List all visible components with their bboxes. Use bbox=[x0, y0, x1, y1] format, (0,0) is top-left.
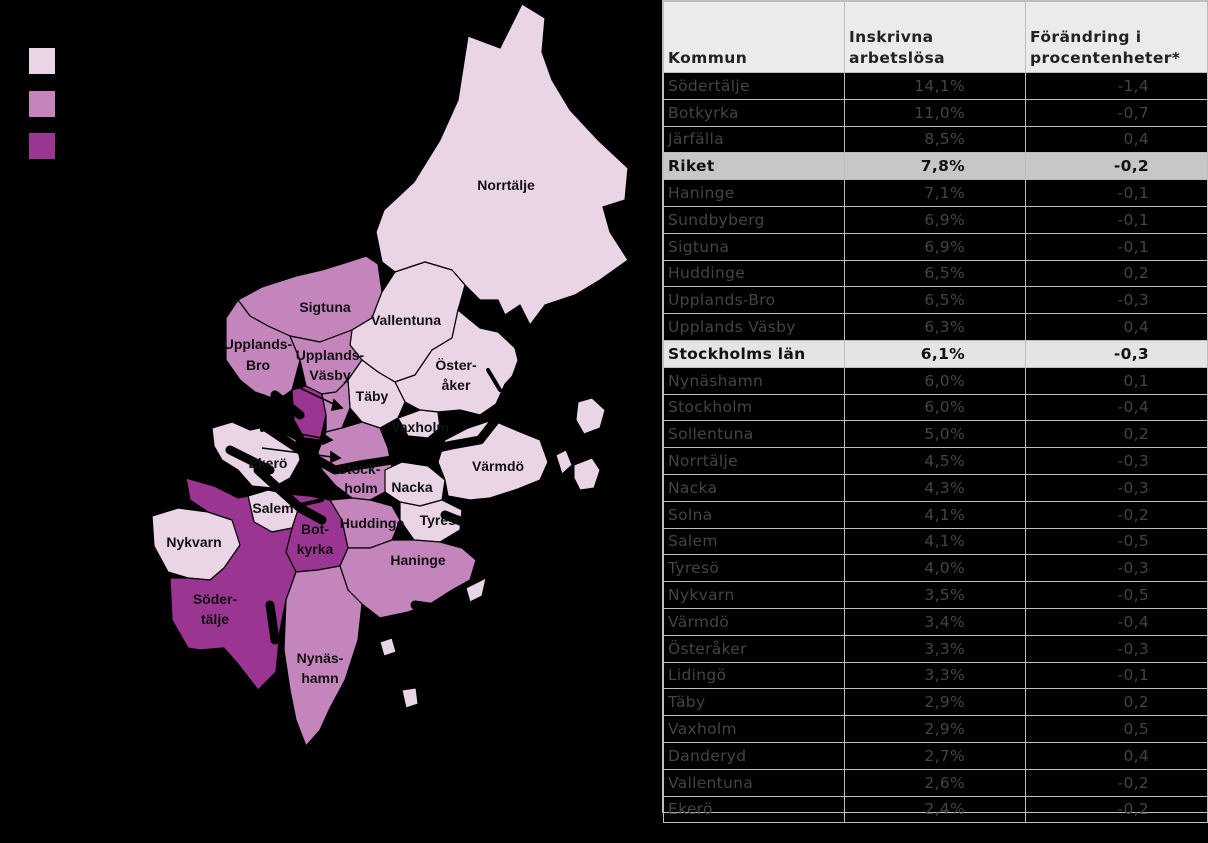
cell-forandring: -0,4 bbox=[1026, 608, 1208, 635]
cell-forandring: -0,3 bbox=[1026, 287, 1208, 314]
map-label-stockholm-line1: Stock- bbox=[337, 461, 381, 477]
cell-arbetslosa: 2,9% bbox=[845, 689, 1026, 716]
table-row bbox=[664, 769, 1208, 796]
cell-forandring: -0,3 bbox=[1026, 555, 1208, 582]
cell-kommun: Nacka bbox=[664, 474, 845, 501]
map-label-nykvarn: Nykvarn bbox=[166, 534, 222, 550]
table-row bbox=[664, 501, 1208, 528]
cell-arbetslosa: 2,6% bbox=[845, 769, 1026, 796]
table-row bbox=[664, 528, 1208, 555]
table-row bbox=[664, 742, 1208, 769]
cell-kommun: Danderyd bbox=[664, 742, 845, 769]
map-label-salem: Salem bbox=[252, 500, 294, 516]
table-row bbox=[664, 555, 1208, 582]
table-row bbox=[664, 99, 1208, 126]
cell-arbetslosa: 5,0% bbox=[845, 421, 1026, 448]
cell-kommun: Nykvarn bbox=[664, 582, 845, 609]
cell-arbetslosa: 6,5% bbox=[845, 287, 1026, 314]
table-row bbox=[664, 367, 1208, 394]
cell-forandring: 0,2 bbox=[1026, 421, 1208, 448]
map-label-upplands-vasby-line1: Upplands- bbox=[295, 347, 365, 363]
cell-forandring: 0,2 bbox=[1026, 260, 1208, 287]
cell-kommun: Vaxholm bbox=[664, 716, 845, 743]
map-label-norrtalje: Norrtälje bbox=[477, 177, 535, 193]
table-row bbox=[664, 448, 1208, 475]
cell-arbetslosa: 4,1% bbox=[845, 528, 1026, 555]
table-row bbox=[664, 421, 1208, 448]
cell-forandring: -0,4 bbox=[1026, 394, 1208, 421]
table-row bbox=[664, 314, 1208, 341]
island bbox=[574, 458, 600, 490]
cell-kommun: Värmdö bbox=[664, 608, 845, 635]
cell-kommun: Sigtuna bbox=[664, 233, 845, 260]
table-row bbox=[664, 126, 1208, 153]
cell-forandring: 0,4 bbox=[1026, 126, 1208, 153]
map-label-botkyrka-line2: kyrka bbox=[296, 541, 334, 557]
column-header-forandring: Förändring i procentenheter* bbox=[1026, 2, 1208, 73]
cell-arbetslosa: 4,1% bbox=[845, 501, 1026, 528]
cell-kommun: Lidingö bbox=[664, 662, 845, 689]
cell-arbetslosa: 6,1% bbox=[845, 340, 1026, 367]
cell-kommun: Tyresö bbox=[664, 555, 845, 582]
map-label-ekero: Ekerö bbox=[248, 455, 288, 471]
cell-arbetslosa: 3,3% bbox=[845, 662, 1026, 689]
island bbox=[576, 398, 605, 434]
cell-arbetslosa: 6,0% bbox=[845, 367, 1026, 394]
cell-arbetslosa: 4,5% bbox=[845, 448, 1026, 475]
cell-forandring: 0,4 bbox=[1026, 742, 1208, 769]
cell-arbetslosa: 3,3% bbox=[845, 635, 1026, 662]
cell-arbetslosa: 2,4% bbox=[845, 796, 1026, 823]
cell-forandring: -0,5 bbox=[1026, 582, 1208, 609]
cell-kommun: Österåker bbox=[664, 635, 845, 662]
map-label-vaxholm: Vaxholm bbox=[391, 419, 449, 435]
map-label-sigtuna: Sigtuna bbox=[299, 299, 351, 315]
column-header-kommun: Kommun bbox=[664, 2, 845, 73]
cell-forandring: 0,1 bbox=[1026, 367, 1208, 394]
cell-kommun: Solna bbox=[664, 501, 845, 528]
cell-kommun: Upplands-Bro bbox=[664, 287, 845, 314]
cell-kommun: Norrtälje bbox=[664, 448, 845, 475]
cell-arbetslosa: 4,3% bbox=[845, 474, 1026, 501]
cell-forandring: 0,4 bbox=[1026, 314, 1208, 341]
cell-kommun: Nynäshamn bbox=[664, 367, 845, 394]
cell-arbetslosa: 6,9% bbox=[845, 233, 1026, 260]
map-label-tyreso: Tyresö bbox=[419, 512, 465, 528]
map-label-haninge: Haninge bbox=[390, 552, 446, 568]
table-row bbox=[664, 340, 1208, 367]
cell-arbetslosa: 2,7% bbox=[845, 742, 1026, 769]
cell-forandring: -0,7 bbox=[1026, 99, 1208, 126]
map-label-sodertalje-line1: Söder- bbox=[192, 591, 238, 607]
cell-forandring: -0,1 bbox=[1026, 206, 1208, 233]
cell-kommun: Täby bbox=[664, 689, 845, 716]
table-row bbox=[664, 180, 1208, 207]
cell-kommun: Haninge bbox=[664, 180, 845, 207]
island bbox=[380, 638, 396, 656]
table-row bbox=[664, 608, 1208, 635]
cell-arbetslosa: 6,0% bbox=[845, 394, 1026, 421]
cell-arbetslosa: 14,1% bbox=[845, 73, 1026, 100]
cell-kommun: Sundbyberg bbox=[664, 206, 845, 233]
cell-kommun: Huddinge bbox=[664, 260, 845, 287]
cell-kommun: Södertälje bbox=[664, 73, 845, 100]
cell-forandring: -0,2 bbox=[1026, 796, 1208, 823]
map-label-nynashamn-line1: Nynäs- bbox=[296, 650, 344, 666]
cell-kommun: Vallentuna bbox=[664, 769, 845, 796]
cell-forandring: -0,1 bbox=[1026, 662, 1208, 689]
map-label-osteraker-line1: Öster- bbox=[435, 357, 477, 373]
cell-forandring: -0,1 bbox=[1026, 233, 1208, 260]
cell-kommun: Järfälla bbox=[664, 126, 845, 153]
cell-arbetslosa: 4,0% bbox=[845, 555, 1026, 582]
map-label-nacka: Nacka bbox=[391, 479, 433, 495]
table-row bbox=[664, 582, 1208, 609]
map-label-upplands-bro-line1: Upplands- bbox=[223, 336, 293, 352]
cell-forandring: -0,5 bbox=[1026, 528, 1208, 555]
island bbox=[556, 450, 572, 474]
map-label-nynashamn-line2: hamn bbox=[301, 670, 339, 686]
map-label-taby: Täby bbox=[355, 388, 389, 404]
column-header-arbetslosa: Inskrivna arbetslösa bbox=[845, 2, 1026, 73]
map-label-upplands-vasby-line2: Väsby bbox=[309, 367, 351, 383]
cell-forandring: -0,3 bbox=[1026, 340, 1208, 367]
map-label-osteraker-line2: åker bbox=[441, 377, 471, 393]
cell-forandring: -0,3 bbox=[1026, 474, 1208, 501]
map-label-stockholm-line2: holm bbox=[344, 480, 378, 496]
table-header-row bbox=[664, 2, 1208, 73]
cell-arbetslosa: 7,1% bbox=[845, 180, 1026, 207]
table-row bbox=[664, 73, 1208, 100]
table-row bbox=[664, 689, 1208, 716]
table-row bbox=[664, 635, 1208, 662]
cell-arbetslosa: 11,0% bbox=[845, 99, 1026, 126]
map-label-sodertalje-line2: tälje bbox=[200, 611, 230, 627]
cell-forandring: -0,2 bbox=[1026, 501, 1208, 528]
cell-arbetslosa: 2,9% bbox=[845, 716, 1026, 743]
cell-forandring: -0,1 bbox=[1026, 180, 1208, 207]
map-label-huddinge: Huddinge bbox=[339, 515, 405, 531]
map-label-vallentuna: Vallentuna bbox=[370, 312, 442, 328]
cell-kommun: Sollentuna bbox=[664, 421, 845, 448]
cell-kommun: Botkyrka bbox=[664, 99, 845, 126]
table-row bbox=[664, 474, 1208, 501]
table-row bbox=[664, 206, 1208, 233]
cell-forandring: -0,2 bbox=[1026, 769, 1208, 796]
cell-kommun: Stockholms län bbox=[664, 340, 845, 367]
table-row bbox=[664, 662, 1208, 689]
unemployment-table bbox=[662, 0, 1208, 819]
map-label-varmdo: Värmdö bbox=[471, 458, 525, 474]
table-row bbox=[664, 233, 1208, 260]
cell-forandring: 0,2 bbox=[1026, 689, 1208, 716]
map-label-botkyrka-line1: Bot- bbox=[301, 521, 329, 537]
cell-forandring: -0,2 bbox=[1026, 153, 1208, 180]
cell-arbetslosa: 3,5% bbox=[845, 582, 1026, 609]
cell-forandring: 0,5 bbox=[1026, 716, 1208, 743]
cell-forandring: -1,4 bbox=[1026, 73, 1208, 100]
cell-kommun: Salem bbox=[664, 528, 845, 555]
cell-arbetslosa: 7,8% bbox=[845, 153, 1026, 180]
map-label-upplands-bro-line2: Bro bbox=[245, 357, 271, 373]
cell-forandring: -0,3 bbox=[1026, 448, 1208, 475]
table-row bbox=[664, 260, 1208, 287]
table-body bbox=[664, 73, 1208, 823]
cell-arbetslosa: 6,3% bbox=[845, 314, 1026, 341]
cell-kommun: Riket bbox=[664, 153, 845, 180]
cell-arbetslosa: 6,5% bbox=[845, 260, 1026, 287]
cell-arbetslosa: 8,5% bbox=[845, 126, 1026, 153]
table-row bbox=[664, 287, 1208, 314]
cell-arbetslosa: 6,9% bbox=[845, 206, 1026, 233]
table-row bbox=[664, 153, 1208, 180]
table-row bbox=[664, 716, 1208, 743]
cell-kommun: Ekerö bbox=[664, 796, 845, 823]
table-row bbox=[664, 796, 1208, 823]
cell-arbetslosa: 3,4% bbox=[845, 608, 1026, 635]
cell-kommun: Stockholm bbox=[664, 394, 845, 421]
table-row bbox=[664, 394, 1208, 421]
cell-kommun: Upplands Väsby bbox=[664, 314, 845, 341]
island bbox=[402, 688, 418, 708]
cell-forandring: -0,3 bbox=[1026, 635, 1208, 662]
